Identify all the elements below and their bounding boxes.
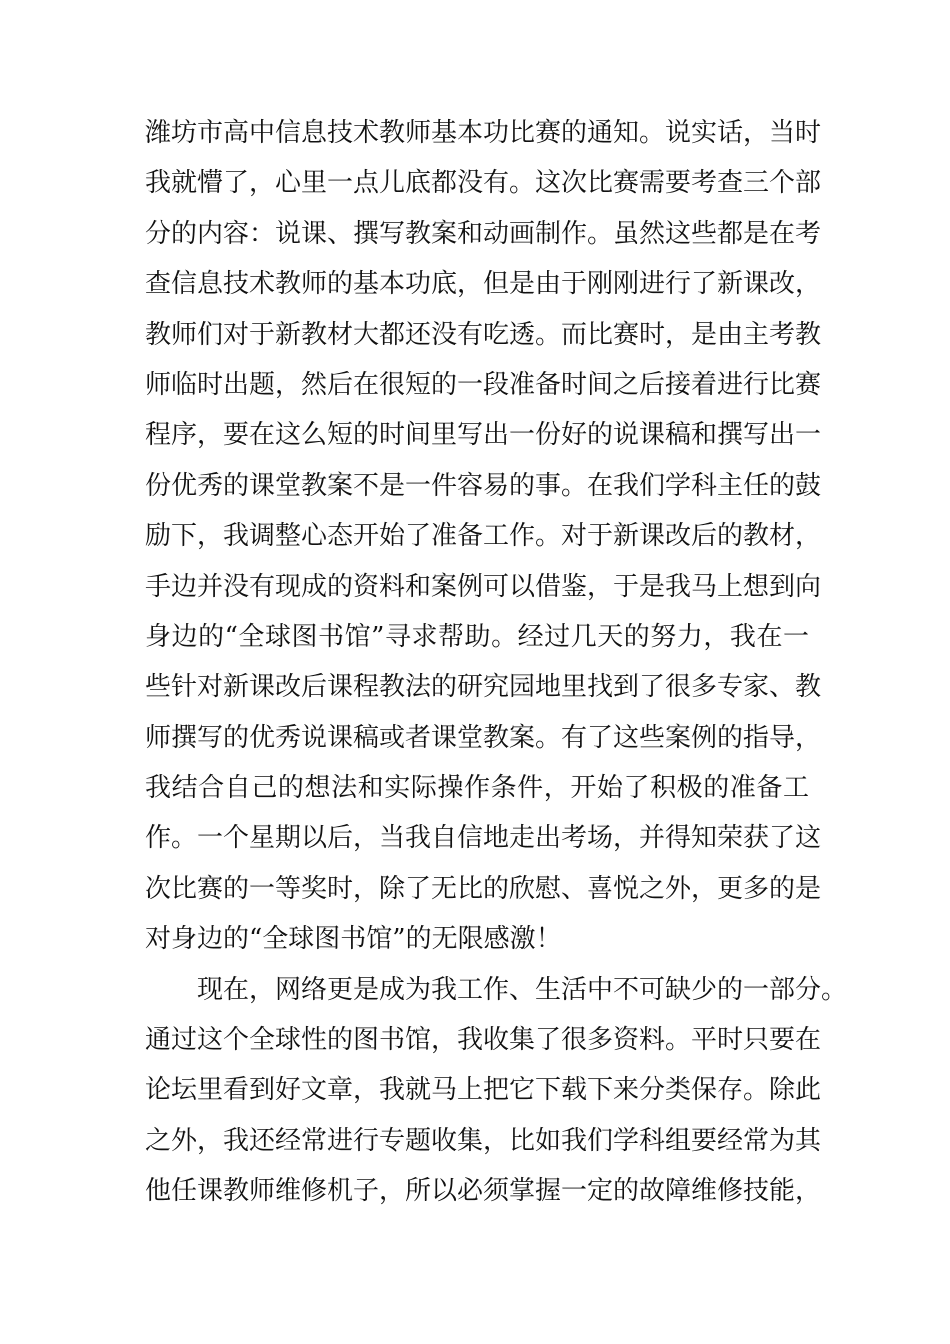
text-line: 查信息技术教师的基本功底，但是由于刚刚进行了新课改， [145, 269, 822, 300]
text-line: 些针对新课改后课程教法的研究园地里找到了很多专家、教 [145, 672, 822, 703]
text-line: 我结合自己的想法和实际操作条件，开始了积极的准备工 [145, 773, 809, 804]
text-line: 之外，我还经常进行专题收集，比如我们学科组要经常为其 [145, 1125, 822, 1156]
text-line: 次比赛的一等奖时，除了无比的欣慰、喜悦之外，更多的是 [145, 873, 822, 904]
text-line: 作。一个星期以后，当我自信地走出考场，并得知荣获了这 [145, 823, 822, 854]
text-line: 师临时出题，然后在很短的一段准备时间之后接着进行比赛 [145, 369, 822, 400]
text-line: 励下，我调整心态开始了准备工作。对于新课改后的教材， [145, 521, 822, 552]
text-line: 我就懵了，心里一点儿底都没有。这次比赛需要考查三个部 [145, 168, 822, 199]
text-line: 分的内容：说课、撰写教案和动画制作。虽然这些都是在考 [145, 218, 822, 249]
text-line: 教师们对于新教材大都还没有吃透。而比赛时，是由主考教 [145, 319, 822, 350]
paragraph-end-line: 对身边的“全球图书馆”的无限感激！ [145, 924, 562, 955]
paragraph-first-line: 现在，网络更是成为我工作、生活中不可缺少的一部分。 [197, 974, 848, 1005]
text-line: 通过这个全球性的图书馆，我收集了很多资料。平时只要在 [145, 1025, 822, 1056]
text-line: 身边的“全球图书馆”寻求帮助。经过几天的努力，我在一 [145, 621, 809, 652]
text-line: 份优秀的课堂教案不是一件容易的事。在我们学科主任的鼓 [145, 470, 822, 501]
text-line: 手边并没有现成的资料和案例可以借鉴，于是我马上想到向 [145, 571, 822, 602]
text-line: 他任课教师维修机子，所以必须掌握一定的故障维修技能， [145, 1176, 822, 1207]
text-line: 程序，要在这么短的时间里写出一份好的说课稿和撰写出一 [145, 420, 822, 451]
body-text [145, 108, 848, 1217]
text-line: 师撰写的优秀说课稿或者课堂教案。有了这些案例的指导， [145, 722, 822, 753]
text-line: 论坛里看到好文章，我就马上把它下载下来分类保存。除此 [145, 1075, 822, 1106]
text-line: 潍坊市高中信息技术教师基本功比赛的通知。说实话，当时 [145, 118, 822, 148]
